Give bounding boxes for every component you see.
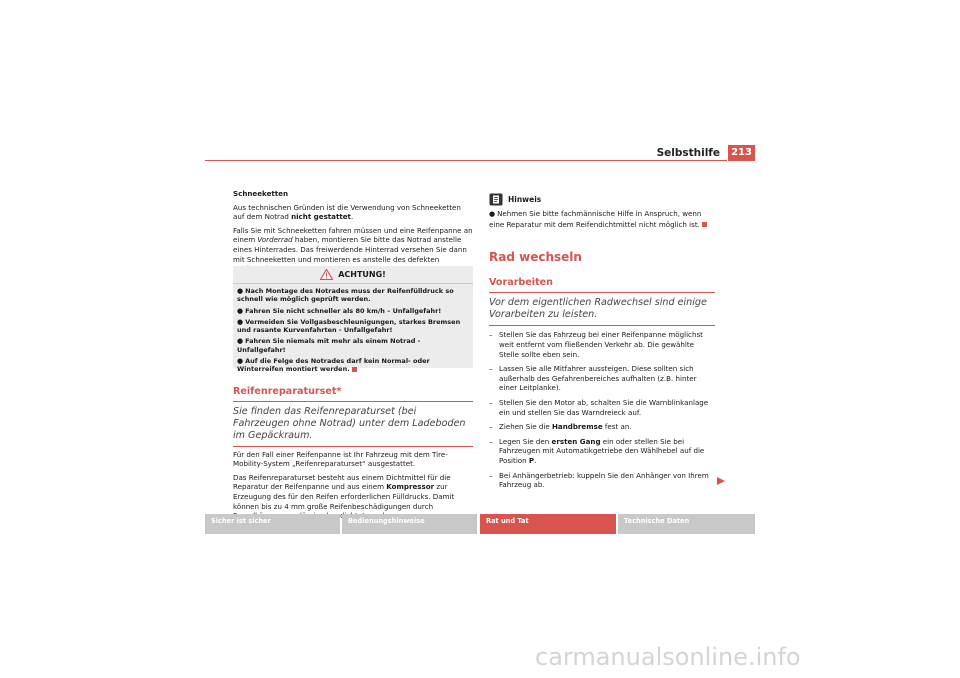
continue-arrow-icon[interactable]	[716, 476, 726, 486]
warning-list	[233, 284, 473, 374]
snow-heading: Schneeketten	[233, 189, 289, 198]
snow-paragraph-1: Aus technischen Gründen ist die Verwendung von Schneeketten auf dem Notrad nicht gestattet.	[233, 202, 461, 222]
footer-tab-technische-daten[interactable]: Technische Daten	[618, 514, 755, 534]
note-icon	[489, 193, 503, 206]
kit-body	[233, 450, 473, 521]
end-marker-icon	[352, 367, 357, 372]
kit-rule-2	[233, 446, 473, 447]
footer-tab-sicher[interactable]: Sicher ist sicher	[205, 514, 340, 534]
kit-rule	[233, 401, 473, 402]
note-title: Hinweis	[508, 195, 542, 204]
left-column	[233, 189, 473, 278]
note-header	[489, 193, 715, 206]
prep-rule	[489, 292, 715, 293]
end-marker-icon	[702, 222, 707, 227]
warning-box	[233, 266, 473, 374]
kit-paragraph-2: Das Reifenreparaturset besteht aus einem Dichtmittel für die Reparatur der Reifenpanne und aus einem Kompressor zur Erzeugung des für den Reifen erforderlichen Fülldrucks. Damit können bis zu 4 mm große Reifenbeschädigungen durch	[233, 472, 455, 511]
warning-title: ACHTUNG!	[338, 270, 386, 279]
snow-paragraph-2: Falls Sie mit Schneeketten fahren müssen und eine Reifenpanne an einem Vorderrad haben, montieren Sie bitte das Notrad anstelle eines Hinterrades. Das freiwerdende Hinterrad versehen Sie dann mit Schneeketten und montieren es anstelle des defekten	[233, 225, 473, 264]
kit-subheading: Sie finden das Reifenreparaturset (bei Fahrzeugen ohne Notrad) unter dem Ladeboden im Gepäckraum.	[233, 406, 466, 442]
note-box	[489, 193, 715, 229]
warning-item: ● Nach Montage des Notrades muss der Reifenfülldruck so schnell wie möglich geprüft werden.	[237, 287, 454, 304]
prep-section	[489, 277, 715, 495]
kit-paragraph-1: Für den Fall einer Reifenpanne ist Ihr Fahrzeug mit dem Tire-Mobility-System „Reifenreparaturset“ ausgestattet.	[233, 449, 448, 469]
watermark: carmanualsonline.info	[535, 643, 801, 671]
list-item: – Stellen Sie den Motor ab, schalten Sie die Warnblinkanlage ein und stellen Sie das Warndreieck auf.	[489, 397, 709, 417]
prep-heading: Vorarbeiten	[489, 277, 554, 288]
list-item: – Ziehen Sie die Handbremse fest an.	[489, 422, 632, 432]
list-item: – Legen Sie den ersten Gang ein oder stellen Sie bei Fahrzeugen mit Automatikgetriebe den Wählhebel auf die Position P.	[489, 436, 705, 465]
warning-triangle-icon	[320, 269, 333, 280]
footer-tab-rat-und-tat[interactable]: Rat und Tat	[480, 514, 616, 534]
header-rule	[205, 160, 727, 161]
warning-item: ● Vermeiden Sie Vollgasbeschleunigungen, starkes Bremsen und rasante Kurvenfahrten - Unfallgefahr!	[237, 317, 461, 335]
warning-item: ● Fahren Sie nicht schneller als 80 km/h – Unfallgefahr!	[237, 306, 442, 315]
warning-item: ● Fahren Sie niemals mit mehr als einem Notrad - Unfallgefahr!	[237, 337, 421, 354]
warning-header	[233, 266, 473, 284]
prep-rule-2	[489, 325, 715, 326]
list-item: – Bei Anhängerbetrieb: kuppeln Sie den Anhänger von Ihrem Fahrzeug ab.	[489, 470, 709, 490]
kit-heading: Reifenreparaturset*	[233, 386, 342, 397]
page-number: 213	[728, 145, 755, 161]
main-heading: Rad wechseln	[489, 250, 582, 264]
footer-tab-bedienung[interactable]: Bedienungshinweise	[342, 514, 477, 534]
page-title: Selbsthilfe	[656, 147, 720, 159]
prep-intro: Vor dem eigentlichen Radwechsel sind einige Vorarbeiten zu leisten.	[489, 297, 707, 321]
list-item: – Stellen Sie das Fahrzeug bei einer Reifenpanne möglichst weit entfernt vom fließenden Verkehr ab. Die gewählte Stelle sollte eben sein.	[489, 330, 703, 359]
kit-section	[233, 386, 473, 525]
list-item: – Lassen Sie alle Mitfahrer aussteigen. Diese sollten sich außerhalb des Gefahrenbereiches aufhalten (z.B. hinter einer Leitplanke).	[489, 364, 697, 393]
note-text: ● Nehmen Sie bitte fachmännische Hilfe in Anspruch, wenn eine Reparatur mit dem Reifendichtmittel nicht möglich ist.	[489, 209, 715, 229]
warning-item: ● Auf die Felge des Notrades darf kein Normal- oder Winterreifen montiert werden.	[237, 357, 430, 374]
steps-list	[489, 330, 715, 489]
